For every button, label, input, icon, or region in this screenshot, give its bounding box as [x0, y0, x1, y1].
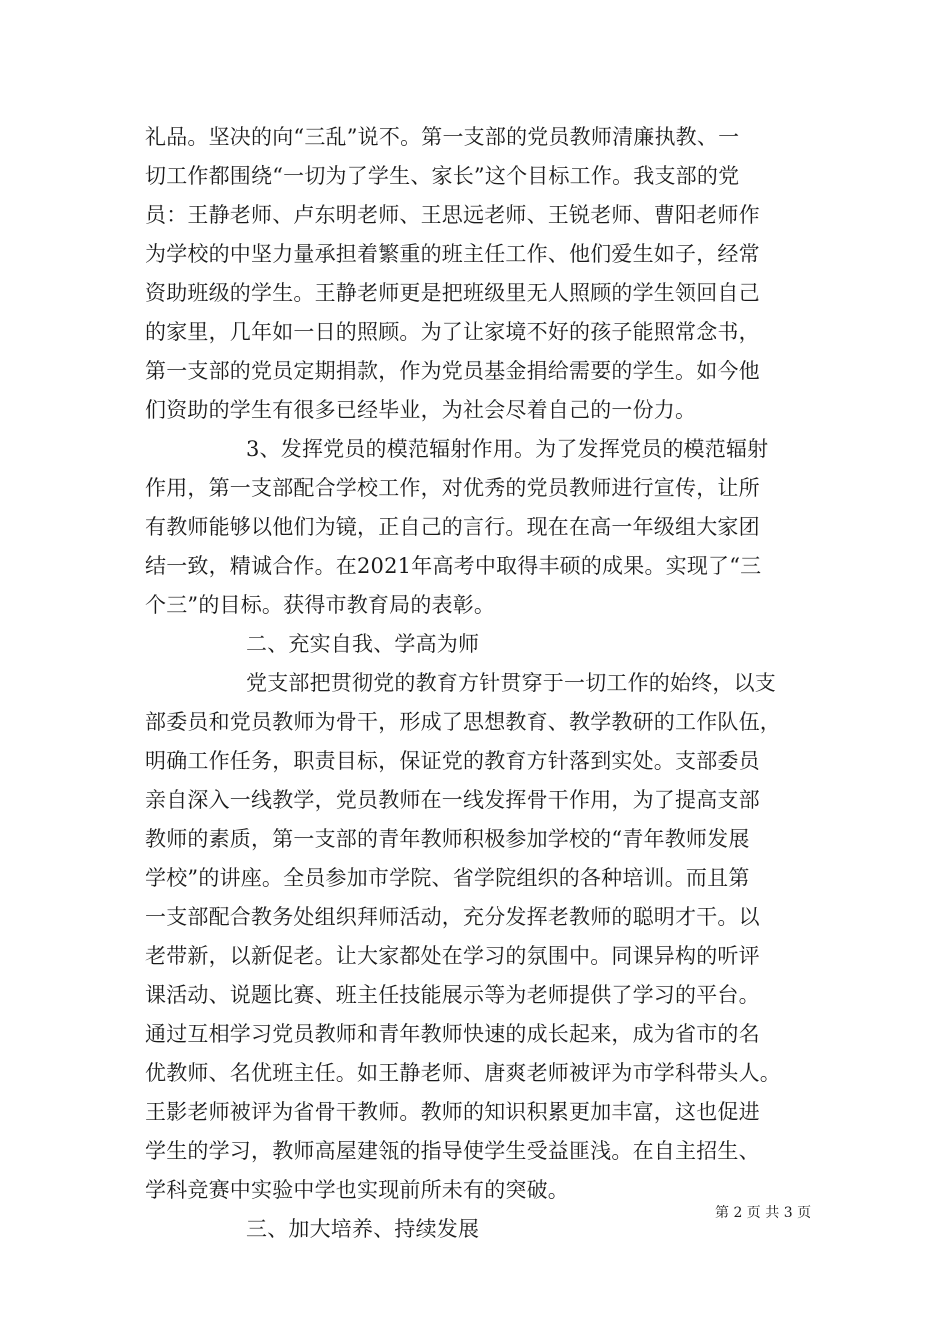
text-line: 学校”的讲座。全员参加市学院、省学院组织的各种培训。而且第 [145, 866, 750, 890]
text-line: 部委员和党员教师为骨干，形成了思想教育、教学教研的工作队伍， [145, 710, 781, 734]
text-line: 切工作都围绕“一切为了学生、家长”这个目标工作。我支部的党 [145, 164, 740, 188]
text-line: 教师的素质，第一支部的青年教师积极参加学校的“青年教师发展 [145, 827, 750, 851]
text-line: 结一致，精诚合作。在2021年高考中取得丰硕的成果。实现了“三 [145, 554, 762, 578]
text-line: 课活动、说题比赛、班主任技能展示等为老师提供了学习的平台。 [145, 983, 760, 1007]
paragraph-start: 党支部把贯彻党的教育方针贯穿于一切工作的始终，以支 [246, 671, 776, 695]
text-line: 礼品。坚决的向“三乱”说不。第一支部的党员教师清廉执教、一 [145, 125, 740, 149]
text-line: 老带新，以新促老。让大家都处在学习的氛围中。同课异构的听评 [145, 944, 760, 968]
text-line: 学生的学习，教师高屋建瓴的指导使学生受益匪浅。在自主招生、 [145, 1139, 760, 1163]
text-line: 作用，第一支部配合学校工作，对优秀的党员教师进行宣传，让所 [145, 476, 760, 500]
page-number-footer: 第 2 页 共 3 页 [715, 1205, 812, 1221]
text-line: 资助班级的学生。王静老师更是把班级里无人照顾的学生领回自己 [145, 281, 760, 305]
text-line: 员：王静老师、卢东明老师、王思远老师、王锐老师、曹阳老师作 [145, 203, 760, 227]
text-line: 亲自深入一线教学，党员教师在一线发挥骨干作用，为了提高支部 [145, 788, 760, 812]
text-line: 们资助的学生有很多已经毕业，为社会尽着自己的一份力。 [145, 398, 697, 422]
text-line: 为学校的中坚力量承担着繁重的班主任工作、他们爱生如子，经常 [145, 242, 760, 266]
text-line: 有教师能够以他们为镜，正自己的言行。现在在高一年级组大家团 [145, 515, 760, 539]
section-heading: 三、加大培养、持续发展 [246, 1217, 480, 1241]
text-line: 优教师、名优班主任。如王静老师、唐爽老师被评为市学科带头人。 [145, 1061, 781, 1085]
text-line: 的家里，几年如一日的照顾。为了让家境不好的孩子能照常念书， [145, 320, 760, 344]
text-line: 个三”的目标。获得市教育局的表彰。 [145, 593, 496, 617]
text-line: 一支部配合教务处组织拜师活动，充分发挥老教师的聪明才干。以 [145, 905, 760, 929]
text-line: 通过互相学习党员教师和青年教师快速的成长起来，成为省市的名 [145, 1022, 760, 1046]
text-line: 第一支部的党员定期捐款，作为党员基金捐给需要的学生。如今他 [145, 359, 760, 383]
list-item-heading: 3、发挥党员的模范辐射作用。为了发挥党员的模范辐射 [246, 437, 769, 461]
text-line: 明确工作任务，职责目标，保证党的教育方针落到实处。支部委员 [145, 749, 760, 773]
text-line: 王影老师被评为省骨干教师。教师的知识积累更加丰富，这也促进 [145, 1100, 760, 1124]
text-line: 学科竞赛中实验中学也实现前所未有的突破。 [145, 1178, 569, 1202]
section-heading: 二、充实自我、学高为师 [246, 632, 480, 656]
